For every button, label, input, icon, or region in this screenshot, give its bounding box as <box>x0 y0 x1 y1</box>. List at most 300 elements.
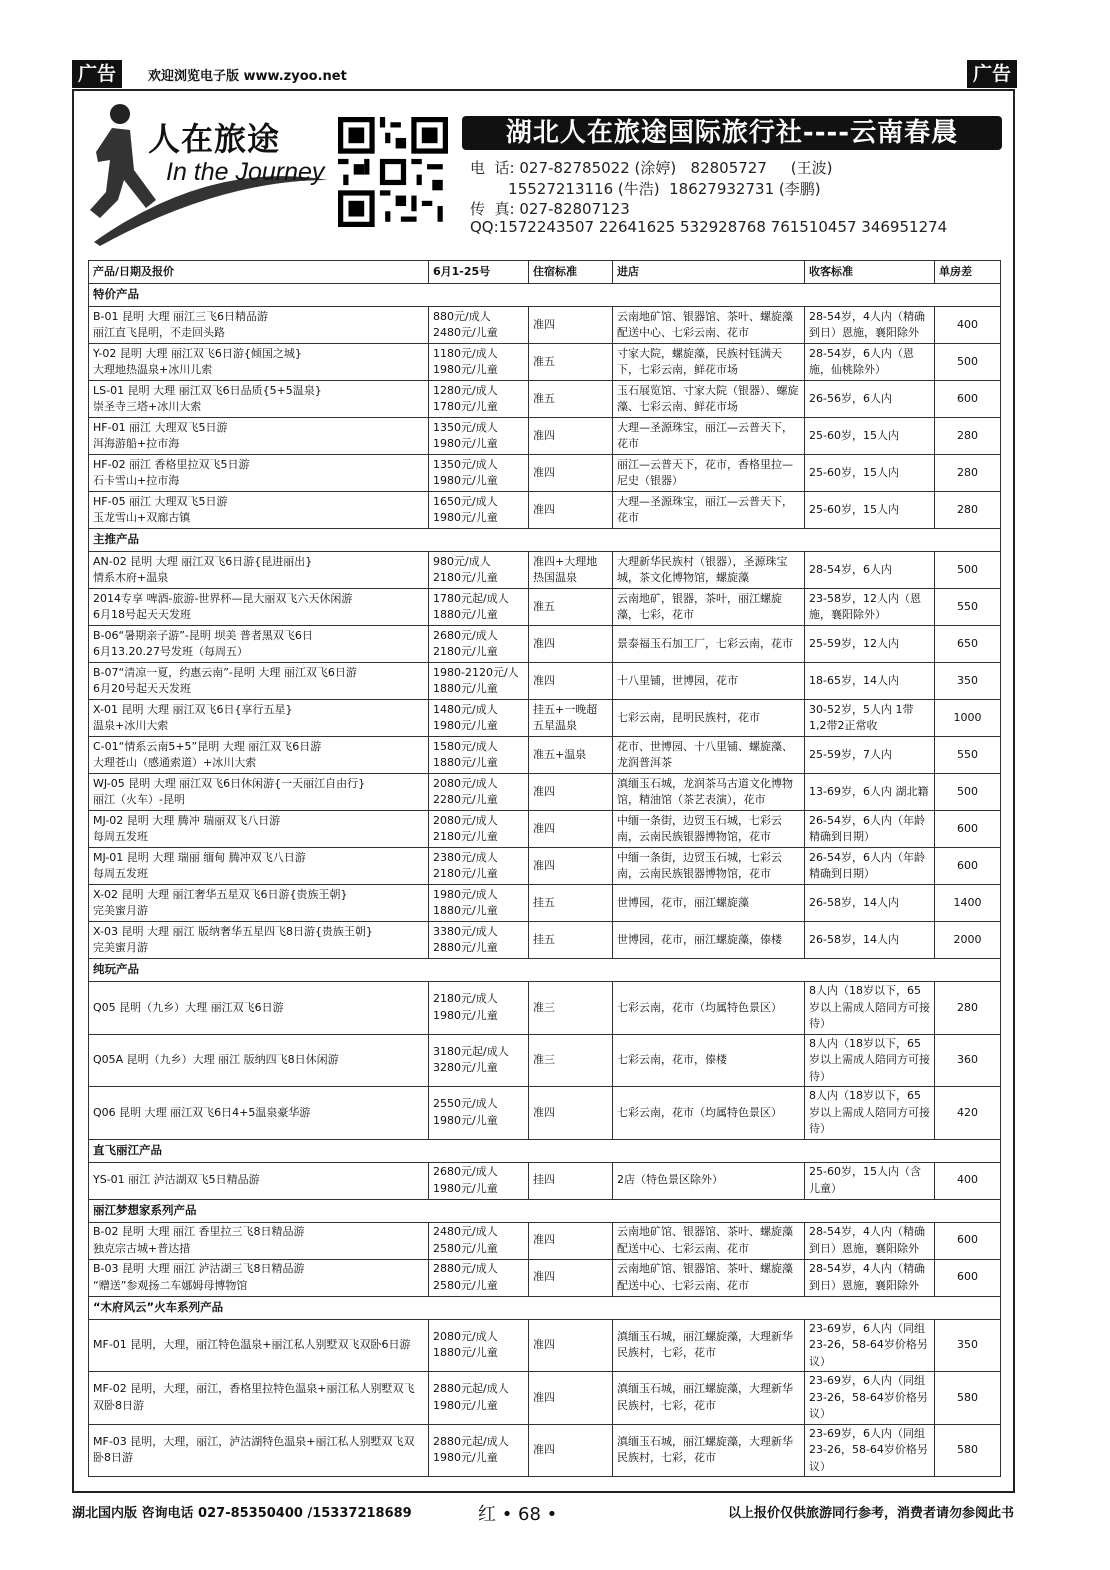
product-line: HF-05 丽江 大理双飞5日游 <box>93 494 228 508</box>
product-cell <box>89 589 429 626</box>
ad-label-left: 广告 <box>72 60 122 88</box>
agency-name-banner: 湖北人在旅途国际旅行社----云南春晨 <box>462 116 1002 150</box>
single-supplement-cell: 350 <box>935 663 1001 700</box>
hotel-cell: 准四 <box>529 1424 613 1477</box>
criteria-cell: 25-59岁，7人内 <box>805 737 935 774</box>
price-cell <box>429 552 529 589</box>
table-row <box>89 418 1001 455</box>
table-row <box>89 982 1001 1035</box>
product-line: C-01“情系云南5+5”昆明 大理 丽江双飞6日游 <box>93 739 322 753</box>
single-supplement-cell: 1000 <box>935 700 1001 737</box>
table-row <box>89 1162 1001 1199</box>
table-row <box>89 307 1001 344</box>
criteria-cell: 23-69岁，6人内（同组23-26，58-64岁价格另议） <box>805 1372 935 1425</box>
product-line: X-03 昆明 大理 丽江 版纳奢华五星四飞8日游{贵族王朝} <box>93 924 373 938</box>
single-supplement-cell: 280 <box>935 492 1001 529</box>
product-line: 丽江（火车）-昆明 <box>93 793 185 806</box>
hotel-cell: 准四 <box>529 663 613 700</box>
price-line: 1480元/成人 <box>433 702 498 716</box>
price-cell <box>429 848 529 885</box>
contact-fax-line: 传 真: 027-82807123 <box>470 200 630 218</box>
product-line: Q05 昆明（九乡）大理 丽江双飞6日游 <box>93 1000 284 1014</box>
hotel-cell: 准四 <box>529 848 613 885</box>
table-row <box>89 922 1001 959</box>
product-line: X-02 昆明 大理 丽江奢华五星双飞6日游{贵族王朝} <box>93 887 348 901</box>
product-line: MJ-02 昆明 大理 腾冲 瑞丽双飞八日游 <box>93 813 281 827</box>
price-line: 1580元/成人 <box>433 739 498 753</box>
price-line: 2380元/成人 <box>433 850 498 864</box>
price-cell <box>429 1034 529 1087</box>
table-row <box>89 1087 1001 1140</box>
single-supplement-cell: 400 <box>935 307 1001 344</box>
single-supplement-cell: 600 <box>935 848 1001 885</box>
price-line: 2880元/成人 <box>433 1262 498 1275</box>
product-line: 大理苍山（感通索道）+冰川大索 <box>93 756 257 769</box>
price-line: 2880元起/成人 <box>433 1434 509 1448</box>
criteria-cell: 28-54岁，4人内（精确到日）恩施，襄阳除外 <box>805 1222 935 1259</box>
price-cell <box>429 700 529 737</box>
product-line: 独克宗古城+普达措 <box>93 1241 191 1255</box>
product-line: WJ-05 昆明 大理 丽江双飞6日休闲游{一天丽江自由行} <box>93 776 366 790</box>
price-line: 1880元/儿童 <box>433 756 498 769</box>
single-supplement-cell: 600 <box>935 811 1001 848</box>
single-supplement-cell: 280 <box>935 455 1001 492</box>
hotel-cell: 准四 <box>529 455 613 492</box>
contact-qq-line: QQ:1572243507 22641625 532928768 761510457 346951274 <box>470 218 948 236</box>
product-line: HF-02 丽江 香格里拉双飞5日游 <box>93 457 250 471</box>
price-line: 2180元/儿童 <box>433 830 498 843</box>
criteria-cell: 26-58岁，14人内 <box>805 885 935 922</box>
table-row <box>89 737 1001 774</box>
header-shops: 进店 <box>613 261 805 284</box>
single-supplement-cell: 280 <box>935 418 1001 455</box>
product-line: “赠送”参观扬二车娜姆母博物馆 <box>93 1278 248 1292</box>
footer-right: 以上报价仅供旅游同行参考，消费者请勿参阅此书 <box>727 1506 1014 1521</box>
shops-cell: 玉石展览馆、寸家大院（银器）、螺旋藻、七彩云南、鲜花市场 <box>613 381 805 418</box>
single-supplement-cell: 350 <box>935 1319 1001 1372</box>
price-line: 1980-2120元/人 <box>433 665 519 679</box>
product-cell <box>89 418 429 455</box>
price-line: 880元/成人 <box>433 309 491 323</box>
criteria-cell: 26-58岁，14人内 <box>805 922 935 959</box>
price-line: 3380元/成人 <box>433 924 498 938</box>
product-line: MF-02 昆明，大理，丽江，香格里拉特色温泉+丽江私人别墅双飞双卧8日游 <box>93 1382 415 1412</box>
shops-cell: 云南地矿馆、银器馆、茶叶、螺旋藻配送中心、七彩云南、花市 <box>613 1259 805 1296</box>
table-row <box>89 1319 1001 1372</box>
shops-cell: 寸家大院，螺旋藻，民族村钰满天下，七彩云南，鲜花市场 <box>613 344 805 381</box>
price-line: 2180元/儿童 <box>433 645 498 658</box>
price-cell <box>429 922 529 959</box>
price-line: 2080元/成人 <box>433 776 498 790</box>
criteria-cell: 26-54岁，6人内（年龄精确到日期） <box>805 811 935 848</box>
single-supplement-cell: 360 <box>935 1034 1001 1087</box>
section-row <box>89 1199 1001 1222</box>
product-cell <box>89 848 429 885</box>
contact-phone-line: 电 话: 027-82785022 (涂婷) 82805727 (王波) <box>470 159 833 177</box>
product-cell <box>89 774 429 811</box>
table-header-row <box>89 261 1001 284</box>
price-line: 2880元起/成人 <box>433 1382 509 1396</box>
product-line: 丽江直飞昆明，不走回头路 <box>93 326 225 339</box>
product-cell <box>89 700 429 737</box>
price-line: 1980元/儿童 <box>433 363 498 376</box>
header-criteria: 收客标准 <box>805 261 935 284</box>
price-cell <box>429 492 529 529</box>
price-line: 1980元/儿童 <box>433 1181 498 1195</box>
price-line: 2580元/儿童 <box>433 1278 498 1292</box>
price-line: 1880元/儿童 <box>433 682 498 695</box>
section-row <box>89 1139 1001 1162</box>
product-cell <box>89 344 429 381</box>
criteria-cell: 8人内（18岁以下，65岁以上需成人陪同方可接待） <box>805 1087 935 1140</box>
single-supplement-cell: 500 <box>935 774 1001 811</box>
price-line: 1980元/成人 <box>433 887 498 901</box>
price-line: 1280元/成人 <box>433 383 498 397</box>
shops-cell: 十八里铺，世博园，花市 <box>613 663 805 700</box>
product-line: MJ-01 昆明 大理 瑞丽 缅甸 腾冲双飞八日游 <box>93 850 306 864</box>
price-line: 1880元/儿童 <box>433 608 498 621</box>
price-line: 1180元/成人 <box>433 346 498 360</box>
section-title: 纯玩产品 <box>89 959 1001 982</box>
criteria-cell: 25-59岁，12人内 <box>805 626 935 663</box>
price-line: 1980元/儿童 <box>433 1398 498 1412</box>
shops-cell: 世博园，花市，丽江螺旋藻，傣楼 <box>613 922 805 959</box>
product-cell <box>89 381 429 418</box>
price-line: 2580元/儿童 <box>433 1241 498 1255</box>
price-cell <box>429 663 529 700</box>
welcome-text: 欢迎浏览电子版 www.zyoo.net <box>148 69 347 84</box>
product-cell <box>89 552 429 589</box>
criteria-cell: 25-60岁，15人内（含儿童） <box>805 1162 935 1199</box>
section-row <box>89 284 1001 307</box>
table-row <box>89 552 1001 589</box>
criteria-cell: 28-54岁，6人内 <box>805 552 935 589</box>
product-cell <box>89 922 429 959</box>
criteria-cell: 30-52岁，5人内 1带1,2带2正常收 <box>805 700 935 737</box>
price-line: 980元/成人 <box>433 554 491 568</box>
section-row <box>89 959 1001 982</box>
product-cell <box>89 1424 429 1477</box>
price-line: 2550元/成人 <box>433 1097 498 1111</box>
table-row <box>89 492 1001 529</box>
criteria-cell: 23-58岁，12人内（恩施，襄阳除外） <box>805 589 935 626</box>
criteria-cell: 26-56岁，6人内 <box>805 381 935 418</box>
hotel-cell: 准五 <box>529 381 613 418</box>
price-line: 3280元/儿童 <box>433 1061 498 1075</box>
criteria-cell: 13-69岁，6人内 湖北籍 <box>805 774 935 811</box>
price-line: 2480元/成人 <box>433 1225 498 1238</box>
header-date-price: 6月1-25号 <box>429 261 529 284</box>
product-line: 每周五发班 <box>93 867 148 880</box>
price-cell <box>429 455 529 492</box>
hotel-cell: 挂五 <box>529 885 613 922</box>
product-line: 洱海游船+拉市海 <box>93 437 180 450</box>
shops-cell: 云南地矿馆、银器馆、茶叶、螺旋藻配送中心、七彩云南、花市 <box>613 1222 805 1259</box>
product-line: B-06“暑期亲子游”-昆明 坝美 普者黑双飞6日 <box>93 628 313 642</box>
price-line: 1980元/儿童 <box>433 1113 498 1127</box>
criteria-cell: 25-60岁，15人内 <box>805 418 935 455</box>
price-cell <box>429 307 529 344</box>
price-cell <box>429 982 529 1035</box>
table-row <box>89 1424 1001 1477</box>
product-line: 大理地热温泉+冰川儿索 <box>93 363 213 376</box>
criteria-cell: 25-60岁，15人内 <box>805 455 935 492</box>
price-cell <box>429 811 529 848</box>
price-line: 3180元起/成人 <box>433 1044 509 1058</box>
table-row <box>89 663 1001 700</box>
price-cell <box>429 737 529 774</box>
price-line: 2280元/儿童 <box>433 793 498 806</box>
single-supplement-cell: 580 <box>935 1424 1001 1477</box>
product-line: 6月20号起天天发班 <box>93 682 191 695</box>
price-cell <box>429 418 529 455</box>
product-line: 完美蜜月游 <box>93 941 148 954</box>
price-cell <box>429 1372 529 1425</box>
shops-cell: 七彩云南，花市，傣楼 <box>613 1034 805 1087</box>
single-supplement-cell: 600 <box>935 381 1001 418</box>
section-title: 主推产品 <box>89 529 1001 552</box>
price-line: 1350元/成人 <box>433 420 498 434</box>
table-row <box>89 381 1001 418</box>
table-row <box>89 848 1001 885</box>
criteria-cell: 25-60岁，15人内 <box>805 492 935 529</box>
hotel-cell: 准四 <box>529 492 613 529</box>
hotel-cell: 准四+大理地热国温泉 <box>529 552 613 589</box>
price-line: 2180元/儿童 <box>433 571 498 584</box>
logo-english: In the Journey <box>166 158 325 186</box>
ad-label-right: 广告 <box>967 60 1017 88</box>
shops-cell: 丽江—云普天下，花市，香格里拉—尼史（银器） <box>613 455 805 492</box>
price-line: 1650元/成人 <box>433 494 498 508</box>
shops-cell: 七彩云南，花市（均属特色景区） <box>613 982 805 1035</box>
shops-cell: 云南地矿馆、银器馆、茶叶、螺旋藻配送中心、七彩云南、花市 <box>613 307 805 344</box>
page-number: 红 • 68 • <box>478 1504 558 1525</box>
price-cell <box>429 1259 529 1296</box>
product-cell <box>89 455 429 492</box>
hotel-cell: 准三 <box>529 982 613 1035</box>
criteria-cell: 18-65岁，14人内 <box>805 663 935 700</box>
shops-cell: 景泰福玉石加工厂，七彩云南，花市 <box>613 626 805 663</box>
criteria-cell: 28-54岁，4人内（精确到日）恩施，襄阳除外 <box>805 1259 935 1296</box>
shops-cell: 大理新华民族村（银器），圣源珠宝城，茶文化博物馆，螺旋藻 <box>613 552 805 589</box>
hotel-cell: 准四 <box>529 811 613 848</box>
contact-phone-line-2: 15527213116 (牛浩) 18627932731 (李鹏) <box>470 180 821 198</box>
shops-cell: 花市、世博园、十八里铺、螺旋藻、龙润普洱茶 <box>613 737 805 774</box>
hotel-cell: 准四 <box>529 774 613 811</box>
price-line: 2880元/儿童 <box>433 941 498 954</box>
hotel-cell: 准四 <box>529 1259 613 1296</box>
product-cell <box>89 1372 429 1425</box>
product-line: B-02 昆明 大理 丽江 香里拉三飞8日精品游 <box>93 1225 305 1238</box>
table-row <box>89 885 1001 922</box>
price-cell <box>429 381 529 418</box>
shops-cell: 滇缅玉石城，丽江螺旋藻，大理新华民族村，七彩，花市 <box>613 1424 805 1477</box>
shops-cell: 大理—圣源珠宝，丽江—云普天下，花市 <box>613 492 805 529</box>
product-cell <box>89 1259 429 1296</box>
product-line: HF-01 丽江 大理双飞5日游 <box>93 420 228 434</box>
product-line: MF-03 昆明，大理，丽江，泸沽湖特色温泉+丽江私人别墅双飞双卧8日游 <box>93 1434 415 1465</box>
criteria-cell: 23-69岁，6人内（同组23-26，58-64岁价格另议） <box>805 1424 935 1477</box>
hotel-cell: 准三 <box>529 1034 613 1087</box>
product-line: 6月18号起天天发班 <box>93 608 191 621</box>
product-cell <box>89 982 429 1035</box>
price-line: 2680元/成人 <box>433 1165 498 1178</box>
header-single-supplement: 单房差 <box>935 261 1001 284</box>
product-line: AN-02 昆明 大理 丽江双飞6日游{昆进丽出} <box>93 554 313 568</box>
hotel-cell: 准四 <box>529 1372 613 1425</box>
hotel-cell: 准五 <box>529 589 613 626</box>
table-row <box>89 811 1001 848</box>
criteria-cell: 23-69岁，6人内（同组23-26，58-64岁价格另议） <box>805 1319 935 1372</box>
top-bar <box>72 60 1017 90</box>
single-supplement-cell: 600 <box>935 1222 1001 1259</box>
product-cell <box>89 663 429 700</box>
product-line: B-07“清凉一夏，约惠云南”-昆明 大理 丽江双飞6日游 <box>93 665 357 679</box>
product-line: Q06 昆明 大理 丽江双飞6日4+5温泉豪华游 <box>93 1105 311 1119</box>
section-title: 丽江梦想家系列产品 <box>89 1199 1001 1222</box>
price-line: 1980元/儿童 <box>433 437 498 450</box>
single-supplement-cell: 420 <box>935 1087 1001 1140</box>
price-line: 1350元/成人 <box>433 457 498 471</box>
product-line: B-03 昆明 大理 丽江 泸沽湖三飞8日精品游 <box>93 1262 305 1275</box>
footer-left: 湖北国内版 咨询电话 027-85350400 /15337218689 <box>72 1506 412 1521</box>
hotel-cell: 准四 <box>529 1087 613 1140</box>
table-row <box>89 1034 1001 1087</box>
price-line: 1980元/儿童 <box>433 474 498 487</box>
criteria-cell: 28-54岁，6人内（恩施，仙桃除外） <box>805 344 935 381</box>
product-cell <box>89 811 429 848</box>
section-title: 特价产品 <box>89 284 1001 307</box>
product-line: 温泉+冰川大索 <box>93 719 169 732</box>
price-line: 1880元/儿童 <box>433 1346 498 1360</box>
hotel-cell: 准五 <box>529 344 613 381</box>
shops-cell: 滇缅玉石城，龙润茶马古道文化博物馆，精油馆（茶艺表演），花市 <box>613 774 805 811</box>
header-product: 产品/日期及报价 <box>89 261 429 284</box>
criteria-cell: 8人内（18岁以下，65岁以上需成人陪同方可接待） <box>805 1034 935 1087</box>
brand-logo <box>90 100 330 250</box>
single-supplement-cell: 600 <box>935 1259 1001 1296</box>
price-line: 2680元/成人 <box>433 628 498 642</box>
single-supplement-cell: 550 <box>935 589 1001 626</box>
section-row <box>89 529 1001 552</box>
price-cell <box>429 1424 529 1477</box>
table-row <box>89 774 1001 811</box>
product-cell <box>89 885 429 922</box>
price-table <box>88 260 1001 1477</box>
product-line: LS-01 昆明 大理 丽江双飞6日品质{5+5温泉} <box>93 383 322 397</box>
single-supplement-cell: 1400 <box>935 885 1001 922</box>
product-line: Y-02 昆明 大理 丽江双飞6日游{倾国之城} <box>93 346 302 360</box>
table-row <box>89 455 1001 492</box>
price-line: 1980元/儿童 <box>433 1008 498 1022</box>
product-line: 石卡雪山+拉市海 <box>93 474 180 487</box>
product-cell <box>89 1222 429 1259</box>
hotel-cell: 准四 <box>529 307 613 344</box>
shops-cell: 七彩云南，花市（均属特色景区） <box>613 1087 805 1140</box>
price-cell <box>429 885 529 922</box>
section-title: “木府风云”火车系列产品 <box>89 1296 1001 1319</box>
hotel-cell: 挂四 <box>529 1162 613 1199</box>
hotel-cell: 挂五 <box>529 922 613 959</box>
price-cell <box>429 774 529 811</box>
price-line: 2180元/儿童 <box>433 867 498 880</box>
product-cell <box>89 307 429 344</box>
price-line: 1980元/儿童 <box>433 511 498 524</box>
price-line: 1780元/儿童 <box>433 400 498 413</box>
single-supplement-cell: 500 <box>935 552 1001 589</box>
price-cell <box>429 589 529 626</box>
product-line: 玉龙雪山+双廊古镇 <box>93 511 191 524</box>
shops-cell: 滇缅玉石城，丽江螺旋藻，大理新华民族村，七彩，花市 <box>613 1372 805 1425</box>
product-cell <box>89 1319 429 1372</box>
product-line: 6月13.20.27号发班（每周五） <box>93 645 248 658</box>
product-cell <box>89 1162 429 1199</box>
product-line: YS-01 丽江 泸沽湖双飞5日精品游 <box>93 1173 260 1187</box>
single-supplement-cell: 500 <box>935 344 1001 381</box>
price-line: 2080元/成人 <box>433 813 498 827</box>
single-supplement-cell: 580 <box>935 1372 1001 1425</box>
criteria-cell: 8人内（18岁以下，65岁以上需成人陪同方可接待） <box>805 982 935 1035</box>
single-supplement-cell: 650 <box>935 626 1001 663</box>
single-supplement-cell: 2000 <box>935 922 1001 959</box>
shops-cell: 大理—圣源珠宝，丽江—云普天下，花市 <box>613 418 805 455</box>
price-cell <box>429 1162 529 1199</box>
table-row <box>89 1372 1001 1425</box>
price-cell <box>429 1222 529 1259</box>
table-row <box>89 626 1001 663</box>
product-cell <box>89 492 429 529</box>
hotel-cell: 准五+温泉 <box>529 737 613 774</box>
shops-cell: 中缅一条街，边贸玉石城，七彩云南，云南民族银器博物馆，花市 <box>613 848 805 885</box>
product-line: 完美蜜月游 <box>93 904 148 917</box>
hotel-cell: 准四 <box>529 1222 613 1259</box>
product-line: B-01 昆明 大理 丽江三飞6日精品游 <box>93 309 269 323</box>
single-supplement-cell: 550 <box>935 737 1001 774</box>
section-row <box>89 1296 1001 1319</box>
shops-cell: 世博园，花市，丽江螺旋藻 <box>613 885 805 922</box>
price-line: 1980元/儿童 <box>433 719 498 732</box>
shops-cell: 滇缅玉石城，丽江螺旋藻，大理新华民族村，七彩，花市 <box>613 1319 805 1372</box>
header-hotel: 住宿标准 <box>529 261 613 284</box>
shops-cell: 2店（特色景区除外） <box>613 1162 805 1199</box>
hotel-cell: 准四 <box>529 626 613 663</box>
product-cell <box>89 1034 429 1087</box>
price-line: 2080元/成人 <box>433 1329 498 1343</box>
table-row <box>89 1259 1001 1296</box>
logo-chinese: 人在旅途 <box>148 120 281 158</box>
product-cell <box>89 1087 429 1140</box>
shops-cell: 七彩云南，昆明民族村，花市 <box>613 700 805 737</box>
table-row <box>89 700 1001 737</box>
hotel-cell: 挂五+一晚超五星温泉 <box>529 700 613 737</box>
table-row <box>89 589 1001 626</box>
criteria-cell: 28-54岁，4人内（精确到日）恩施，襄阳除外 <box>805 307 935 344</box>
single-supplement-cell: 280 <box>935 982 1001 1035</box>
product-line: X-01 昆明 大理 丽江双飞6日{享行五星} <box>93 702 293 716</box>
hotel-cell: 准四 <box>529 1319 613 1372</box>
product-line: 2014专享 啤酒-旅游-世界杯—昆大丽双飞六天休闲游 <box>93 591 353 605</box>
product-cell <box>89 626 429 663</box>
price-cell <box>429 344 529 381</box>
price-line: 1980元/儿童 <box>433 1451 498 1465</box>
table-row <box>89 1222 1001 1259</box>
section-title: 直飞丽江产品 <box>89 1139 1001 1162</box>
price-line: 1880元/儿童 <box>433 904 498 917</box>
shops-cell: 云南地矿，银器，茶叶，丽江螺旋藻，七彩，花市 <box>613 589 805 626</box>
product-line: Q05A 昆明（九乡）大理 丽江 版纳四飞8日休闲游 <box>93 1053 339 1066</box>
price-cell <box>429 1319 529 1372</box>
product-line: 情系木府+温泉 <box>93 571 169 584</box>
